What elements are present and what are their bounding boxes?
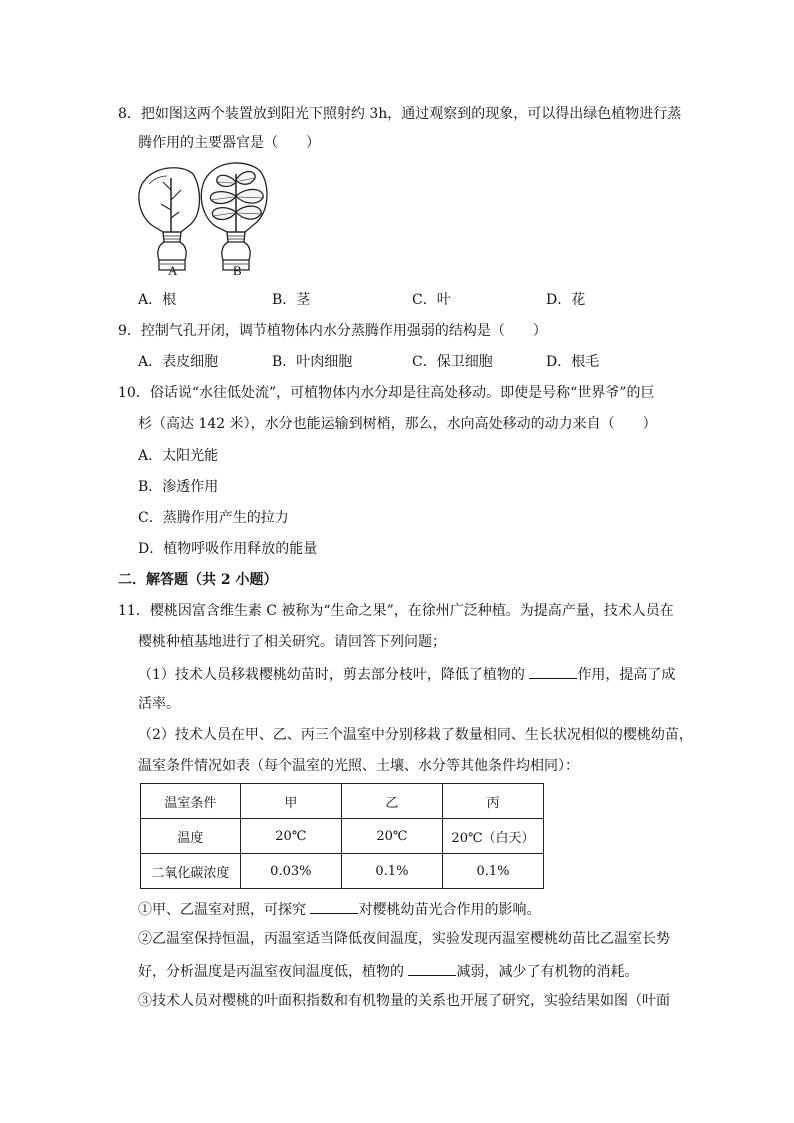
q9-option-c: C．保卫细胞: [412, 354, 493, 370]
table-cell: 0.1%: [341, 854, 442, 889]
table-cell: 温度: [141, 819, 241, 854]
q10-stem-line1: 10．俗话说“水往低处流”，可植物体内水分却是往高处移动。即使是号称“世界爷”的巨: [118, 385, 655, 401]
q11-sub1-text-a: ①甲、乙温室对照，可探究: [138, 902, 311, 918]
table-header-cell: 乙: [341, 784, 442, 819]
q8-option-a: A．根: [138, 292, 177, 308]
figure-label-a: A: [168, 263, 178, 278]
table-cell: 0.03%: [240, 854, 341, 889]
q10-option-a: A．太阳光能: [138, 448, 219, 464]
q9-option-a: A．表皮细胞: [138, 354, 219, 370]
q8-stem-line1: 8．把如图这两个装置放到阳光下照射约 3h，通过观察到的现象，可以得出绿色植物进行蒸: [118, 106, 682, 122]
q11-sub2-line2: [138, 961, 638, 981]
figure-label-b: B: [233, 263, 242, 278]
q10-option-c: C．蒸腾作用产生的拉力: [138, 510, 289, 526]
q11-stem-line2: 樱桃种植基地进行了相关研究。请回答下列问题；: [138, 634, 446, 650]
q9-option-b: B．叶肉细胞: [272, 354, 353, 370]
q11-sub3-line1: ③技术人员对樱桃的叶面积指数和有机物量的关系也开展了研究，实验结果如图（叶面: [138, 993, 670, 1009]
q11-part1-text-b: 作用，提高了成: [577, 667, 676, 683]
q11-part1-text-a: （1）技术人员移栽樱桃幼苗时，剪去部分枝叶，降低了植物的: [138, 667, 530, 683]
q11-part2-line1: （2）技术人员在甲、乙、丙三个温室中分别移栽了数量相同、生长状况相似的樱桃幼苗，: [138, 727, 693, 743]
table-cell: 20℃: [240, 819, 341, 854]
q11-sub2-blank: [408, 961, 456, 976]
table-header-cell: 温室条件: [141, 784, 241, 819]
apparatus-b-drawing: [201, 163, 267, 270]
q11-sub1-blank: [310, 899, 358, 914]
table-row: [141, 819, 544, 854]
transpiration-apparatus-figure: [133, 160, 283, 278]
section-2-title: 二．解答题（共 2 小题）: [118, 572, 278, 588]
table-header-row: [141, 784, 544, 819]
q9-stem: 9．控制气孔开闭，调节植物体内水分蒸腾作用强弱的结构是（ ）: [118, 323, 547, 339]
q8-option-b: B．茎: [272, 292, 311, 308]
table-cell: 二氧化碳浓度: [141, 854, 241, 889]
table-row: [141, 854, 544, 889]
q11-part1-blank: [529, 664, 577, 679]
q11-stem-line1: 11．樱桃因富含维生素 C 被称为“生命之果”，在徐州广泛种植。为提高产量，技术人员在: [118, 603, 674, 619]
q11-part1-line1: [138, 664, 675, 684]
q8-stem-line2: 腾作用的主要器官是（ ）: [138, 135, 320, 151]
table-header-cell: 甲: [240, 784, 341, 819]
table-cell: 20℃（白天）: [442, 819, 543, 854]
q11-sub2-text-b: 好，分析温度是丙温室夜间温度低，植物的: [138, 964, 409, 980]
q10-option-d: D．植物呼吸作用释放的能量: [138, 541, 318, 557]
q9-option-d: D．根毛: [546, 354, 600, 370]
q11-sub1: [138, 899, 540, 919]
q11-part2-line2: 温室条件情况如表（每个温室的光照、土壤、水分等其他条件均相同）：: [138, 758, 579, 774]
table-cell: 20℃: [341, 819, 442, 854]
table-cell: 0.1%: [442, 854, 543, 889]
q10-stem-line2: 杉（高达 142 米），水分也能运输到树梢，那么，水向高处移动的动力来自（ ）: [138, 416, 657, 432]
q10-option-b: B．渗透作用: [138, 479, 219, 495]
apparatus-a-drawing: [139, 168, 200, 270]
q11-sub2-text-c: 减弱，减少了有机物的消耗。: [456, 964, 639, 980]
q8-option-d: D．花: [546, 292, 586, 308]
q8-option-c: C．叶: [412, 292, 451, 308]
table-header-cell: 丙: [442, 784, 543, 819]
q11-sub1-text-b: 对樱桃幼苗光合作用的影响。: [358, 902, 541, 918]
greenhouse-conditions-table: [140, 783, 544, 889]
q11-sub2-line1: ②乙温室保持恒温，丙温室适当降低夜间温度，实验发现丙温室樱桃幼苗比乙温室长势: [138, 931, 670, 947]
q11-part1-line2: 活率。: [138, 696, 180, 712]
